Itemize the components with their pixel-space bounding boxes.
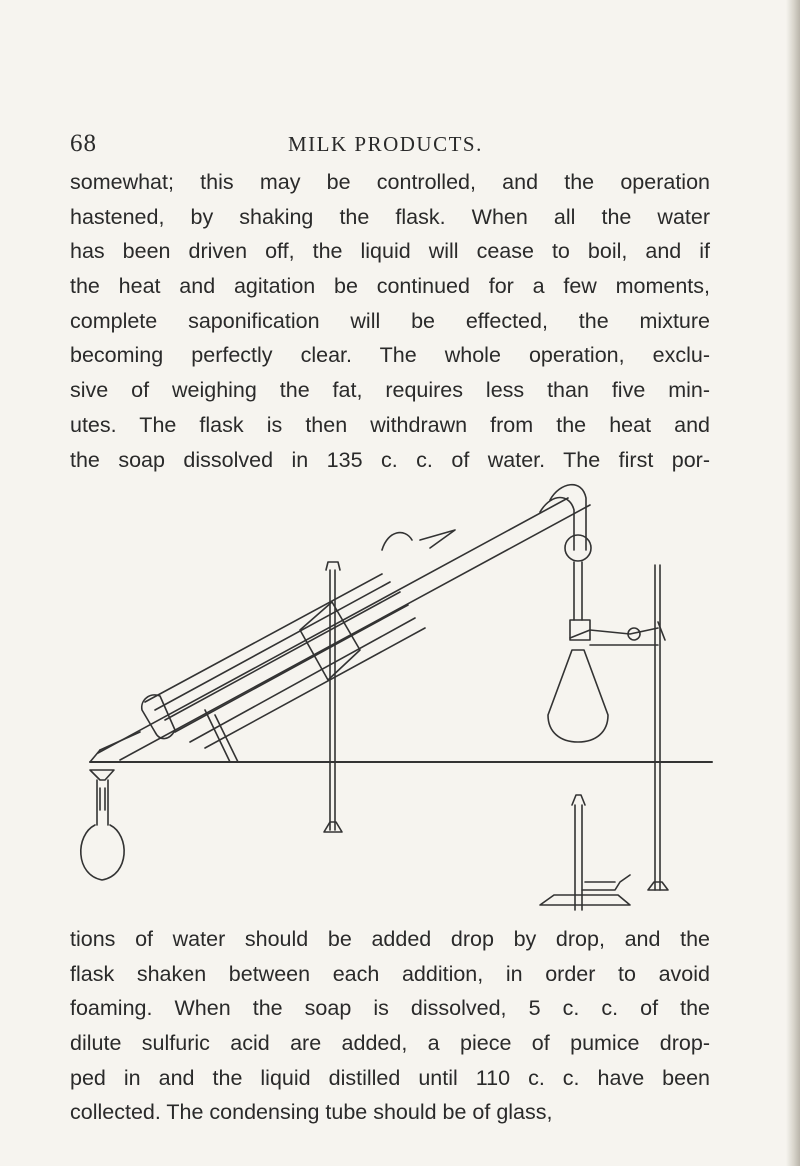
text-line: foaming. When the soap is dissolved, 5 c. c. of the [70, 996, 710, 1021]
text-line: has been driven off, the liquid will cease to boil, and if [70, 239, 710, 264]
distillation-apparatus-figure [70, 470, 720, 920]
text-line: ped in and the liquid distilled until 110 c. c. have been [70, 1065, 710, 1090]
page-edge-shadow [786, 0, 800, 1166]
running-title: MILK PRODUCTS. [288, 132, 483, 156]
text-line: the heat and agitation be continued for a few moments, [70, 274, 710, 299]
paragraph-top [70, 165, 710, 477]
text-line: utes. The flask is then withdrawn from the heat and [70, 412, 710, 437]
text-line: collected. The condensing tube should be of glass, [70, 1100, 553, 1125]
text-line: somewhat; this may be controlled, and the operation [70, 170, 710, 194]
text-line: the soap dissolved in 135 c. c. of water. The first por- [70, 447, 710, 472]
paragraph-bottom [70, 922, 710, 1130]
text-line: complete saponification will be effected, the mixture [70, 308, 710, 333]
running-header [70, 130, 710, 160]
text-line: becoming perfectly clear. The whole operation, exclu- [70, 343, 710, 368]
text-line: sive of weighing the fat, requires less than five min- [70, 378, 710, 403]
text-line: dilute sulfuric acid are added, a piece of pumice drop- [70, 1031, 710, 1056]
text-line: flask shaken between each addition, in order to avoid [70, 961, 710, 986]
page-number: 68 [70, 130, 97, 157]
text-line: tions of water should be added drop by drop, and the [70, 927, 710, 951]
text-line: hastened, by shaking the flask. When all the water [70, 204, 710, 229]
distillation-apparatus-icon [70, 470, 720, 920]
